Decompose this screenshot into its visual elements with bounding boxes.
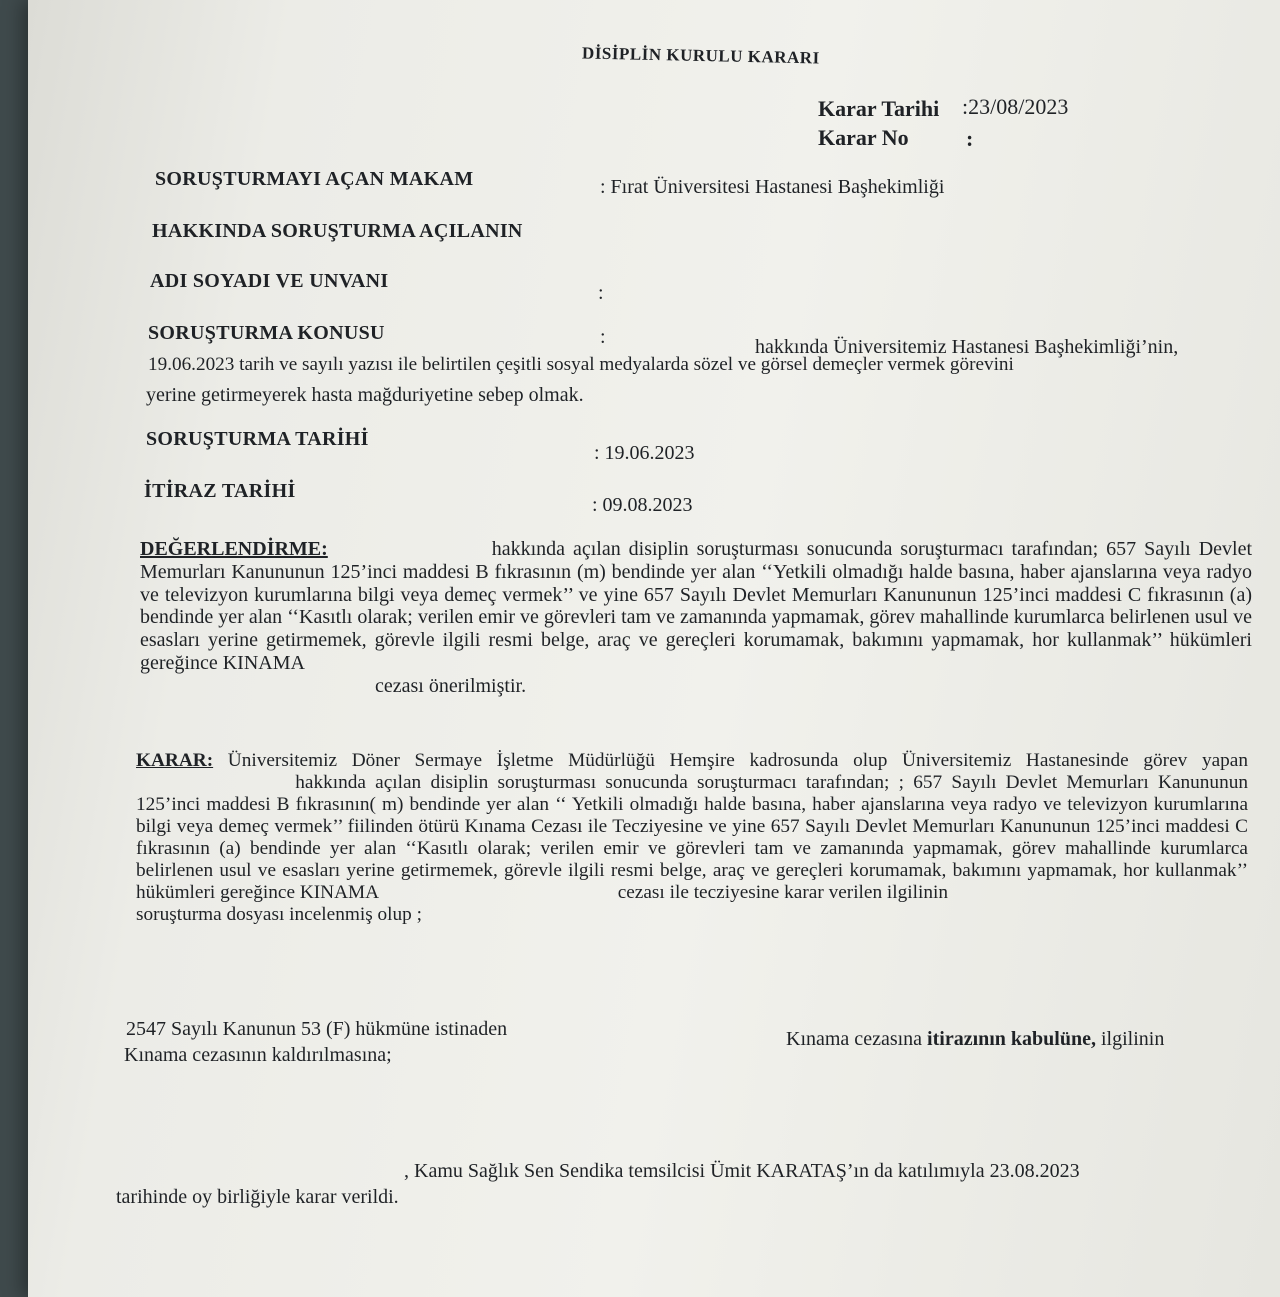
karar-text2: hakkında açılan disiplin soruşturması sonucunda soruşturmacı tarafından; ; 657 Sayılı Devlet Memurları Kanununun 125’inci maddesi B fıkrasının( m) bendinde yer alan ‘‘ Yetkili olmadığı halde basına, haber ajanslarına veya radyo ve televizyon kurumlarına bilgi veya demeç vermek’’ fiilinden ötürü Kınama Cezası ile Tecziyesine ve yine 657 Sayılı Devlet Memurları Kanununun 125’inci maddesi C fıkrasının (a) bendinde yer alan ‘‘Kasıtlı olarak; verilen emir ve görevleri tam ve zamanında yapmamak, görev mahallinde kurumlarca belirlenen usul ve esasları yerine getirmemek, görevle ilgili resmi belge, araç ve gereçleri korumamak, bakımını yapmamak, hor kullanmak’’ hükümleri gereğince KINAMA [136, 771, 1248, 903]
redacted-name [140, 691, 370, 692]
degerlendirme-label: DEĞERLENDİRME: [140, 538, 328, 560]
itiraz-tarihi-label: İTİRAZ TARİHİ [144, 480, 296, 502]
konu-colon: : [600, 326, 606, 348]
adi-soyadi-label: ADI SOYADI VE UNVANI [150, 270, 389, 292]
konu-line3: yerine getirmeyerek hasta mağduriyetine sebep olmak. [146, 384, 584, 406]
karar-text: Üniversitemiz Döner Sermaye İşletme Müdürlüğü Hemşire kadrosunda olup Üniversitemiz Hastanesinde görev yapan [227, 750, 1248, 771]
itiraz-pre: Kınama cezasına [786, 1028, 923, 1050]
hakkinda-label: HAKKINDA SORUŞTURMA AÇILANIN [152, 220, 523, 242]
degerlendirme-text: hakkında açılan disiplin soruşturması sonucunda soruşturmacı tarafından; 657 Sayılı Devlet Memurları Kanununun 125’inci maddesi B fıkrasının (m) bendinde yer alan ‘‘Yetkili olmadığı halde basına, haber ajanslarına veya radyo ve televizyon kurumlarına bilgi veya demeç vermek’’ ve yine 657 Sayılı Devlet Memurları Kanununun 125’inci maddesi C fıkrasının (a) bendinde yer alan ‘‘Kasıtlı olarak; verilen emir ve görevleri tam ve zamanında yapmamak, görev mahallinde kurumlarca belirlenen usul ve esasları yerine getirmemek, görevle ilgili resmi belge, araç ve gereçleri korumamak, bakımını yapmamak, hor kullanmak’’ hükümleri gereğince KINAMA [140, 538, 1252, 674]
kanun-line1: 2547 Sayılı Kanunun 53 (F) hükmüne istinaden [126, 1018, 508, 1040]
makam-value: : Fırat Üniversitesi Hastanesi Başhekimliği [600, 176, 945, 198]
redacted-name [136, 787, 286, 788]
kanun-line2: Kınama cezasının kaldırılmasına; [124, 1044, 392, 1066]
degerlendirme-end: cezası önerilmiştir. [375, 674, 527, 697]
karar-text3: cezası ile tecziyesine karar verilen ilgilinin [617, 881, 948, 903]
karar-text4: soruşturma dosyası incelenmiş olup ; [136, 903, 422, 925]
konu-line2: 19.06.2023 tarih ve sayılı yazısı ile belirtilen çeşitli sosyal medyalarda sözel ve görsel demeçler vermek görevini [148, 354, 1014, 375]
redacted-name [383, 897, 613, 898]
document-title: DİSİPLİN KURULU KARARI [581, 43, 820, 68]
itiraz-post: ilgilinin [1100, 1028, 1165, 1050]
karar-label: KARAR: [136, 750, 214, 771]
konu-line1: hakkında Üniversitemiz Hastanesi Başhekimliği’nin, [755, 336, 1179, 358]
konu-label: SORUŞTURMA KONUSU [148, 322, 385, 344]
karar-paragraph [136, 750, 1248, 926]
karar-tarihi-label: Karar Tarihi [818, 96, 940, 121]
karar-no-value: : [966, 126, 974, 151]
final-line2: tarihinde oy birliğiyle karar verildi. [116, 1186, 399, 1208]
final-line1: , Kamu Sağlık Sen Sendika temsilcisi Ümit KARATAŞ’ın da katılımıyla 23.08.2023 [404, 1160, 1080, 1182]
makam-label: SORUŞTURMAYI AÇAN MAKAM [155, 168, 474, 190]
sorusturma-tarihi-value: : 19.06.2023 [594, 442, 695, 464]
redacted-name [336, 554, 484, 555]
itiraz-sentence [786, 1028, 1164, 1051]
sorusturma-tarihi-label: SORUŞTURMA TARİHİ [146, 428, 369, 450]
itiraz-tarihi-value: : 09.08.2023 [592, 494, 693, 516]
karar-tarihi-value: :23/08/2023 [962, 94, 1069, 119]
itiraz-bold: itirazının kabulüne, [927, 1028, 1096, 1050]
adi-soyadi-value: : [598, 282, 604, 304]
karar-no-label: Karar No [818, 125, 909, 150]
degerlendirme-paragraph [140, 538, 1252, 698]
